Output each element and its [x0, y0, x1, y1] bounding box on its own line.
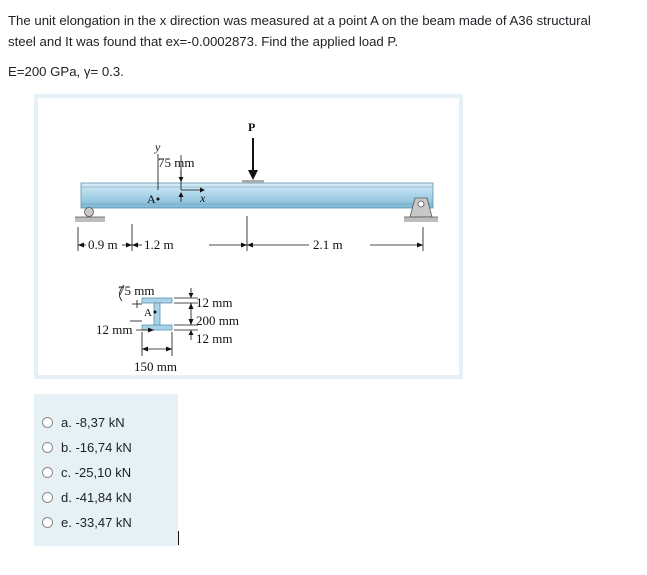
- dim-12mm-bottom-flange: 12 mm: [196, 331, 233, 346]
- question-line-2: steel and It was found that ex=-0.0002873. Find the applied load P.: [8, 34, 399, 49]
- dim-1-2m: 1.2 m: [144, 237, 174, 252]
- load-p-arrow: [242, 138, 264, 183]
- y-axis-label: y: [155, 140, 161, 154]
- option-e[interactable]: [42, 510, 132, 535]
- radio-a[interactable]: [42, 417, 53, 428]
- text-cursor: [178, 531, 179, 545]
- option-c[interactable]: [42, 460, 132, 485]
- option-d-label: d. -41,84 kN: [61, 490, 132, 505]
- figure-panel: [34, 94, 463, 379]
- option-b[interactable]: [42, 435, 132, 460]
- figure-image: [38, 98, 459, 375]
- option-d[interactable]: [42, 485, 132, 510]
- dim-75mm-section: 75 mm: [118, 283, 155, 298]
- question-line-1: The unit elongation in the x direction was measured at a point A on the beam made of A36 structural: [8, 13, 591, 28]
- dim-2-1m: 2.1 m: [313, 237, 343, 252]
- beam-diagram: [38, 98, 459, 375]
- dim-12mm-left: 12 mm: [96, 322, 133, 337]
- given-values: E=200 GPa, γ= 0.3.: [8, 64, 124, 79]
- dim-12mm-top-flange: 12 mm: [196, 295, 233, 310]
- dim-75mm-top: 75 mm: [158, 155, 195, 170]
- option-a-label: a. -8,37 kN: [61, 415, 125, 430]
- x-axis-label: x: [200, 191, 206, 205]
- option-c-label: c. -25,10 kN: [61, 465, 132, 480]
- radio-d[interactable]: [42, 492, 53, 503]
- point-a-label: A: [147, 192, 156, 206]
- cross-section-point-a: A: [144, 307, 152, 319]
- dim-150mm: 150 mm: [134, 359, 177, 374]
- dim-0-9m: 0.9 m: [88, 237, 118, 252]
- option-e-label: e. -33,47 kN: [61, 515, 132, 530]
- dim-200mm: 200 mm: [196, 313, 239, 328]
- span-dimension-line: [78, 216, 423, 251]
- option-a[interactable]: [42, 410, 132, 435]
- answer-options: [42, 410, 132, 535]
- radio-e[interactable]: [42, 517, 53, 528]
- radio-b[interactable]: [42, 442, 53, 453]
- radio-c[interactable]: [42, 467, 53, 478]
- left-support: [75, 208, 105, 223]
- question-text: [8, 10, 640, 82]
- option-b-label: b. -16,74 kN: [61, 440, 132, 455]
- load-p-label: P: [248, 120, 256, 134]
